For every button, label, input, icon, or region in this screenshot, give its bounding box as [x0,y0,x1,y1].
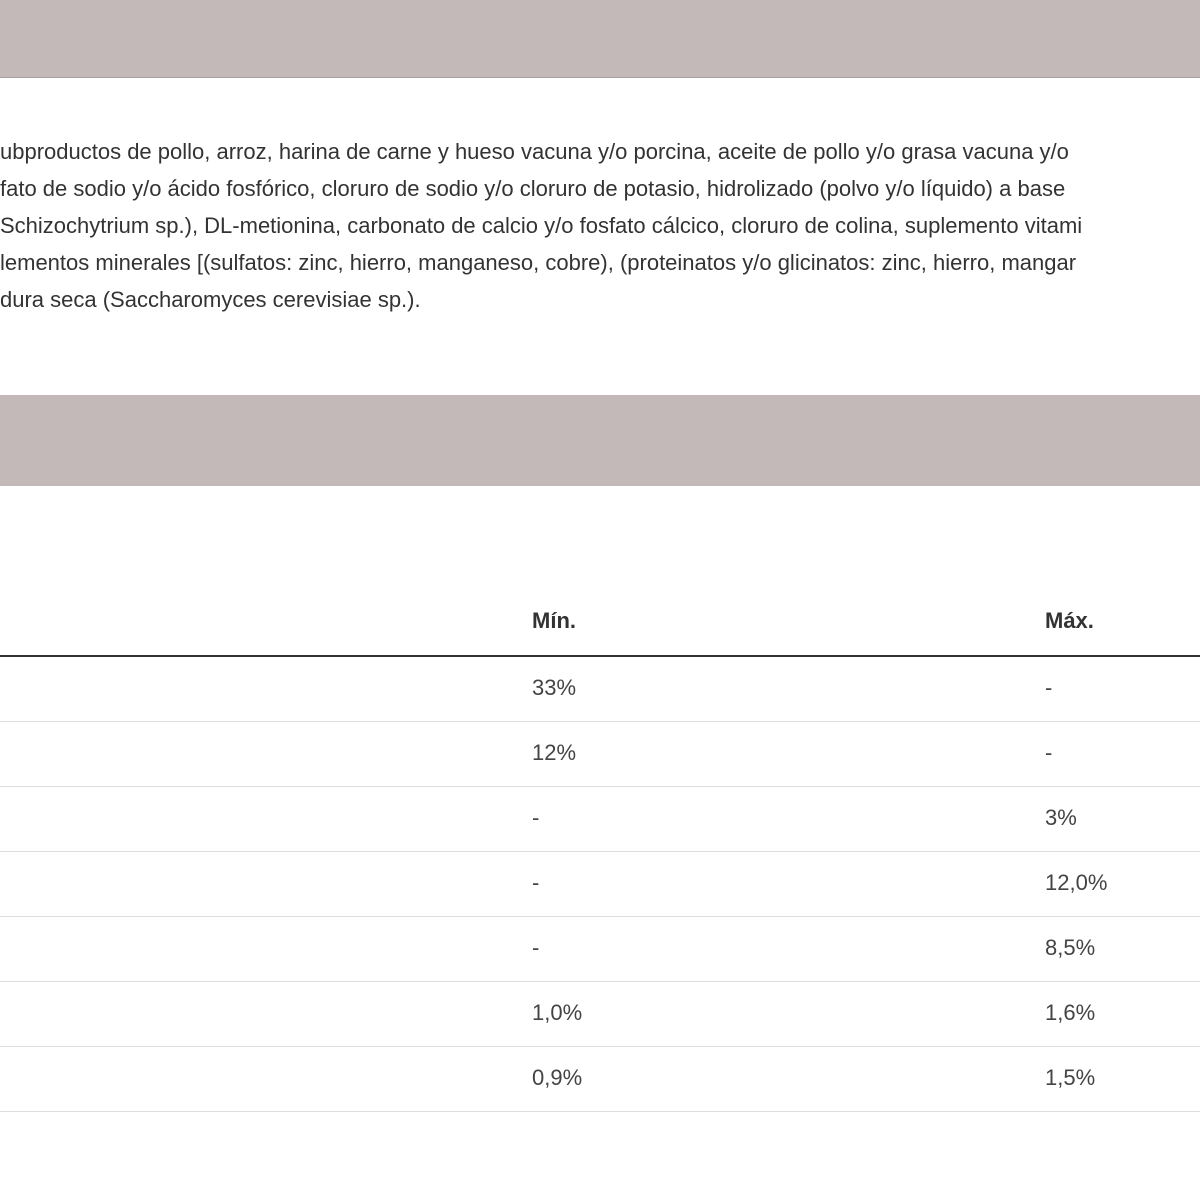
table-row [0,722,1200,787]
ingredients-text [0,133,1200,318]
table-row [0,657,1200,722]
cell-max: 3% [1045,805,1077,830]
cell-min: 33% [532,675,577,700]
cell-min: - [532,935,540,960]
cell-min: - [532,870,540,895]
cell-max: 1,6% [1045,1000,1096,1025]
section-header-band-analysis[interactable] [0,395,1200,486]
cell-max: 12,0% [1045,870,1108,895]
table-row [0,787,1200,852]
cell-min: 12% [532,740,577,765]
table-header-row [0,590,1200,657]
table-row [0,1047,1200,1112]
column-header-min: Mín. [532,608,576,633]
ingredients-line: dura seca (Saccharomyces cerevisiae sp.). [0,287,421,312]
cell-max: - [1045,740,1053,765]
cell-min: 1,0% [532,1000,583,1025]
cell-max: 1,5% [1045,1065,1096,1090]
cell-min: - [532,805,540,830]
guaranteed-analysis-table [0,590,1200,1112]
section-header-band-ingredients[interactable] [0,0,1200,78]
table-row [0,852,1200,917]
ingredients-line: lementos minerales [(sulfatos: zinc, hierro, manganeso, cobre), (proteinatos y/o glicinatos: zinc, hierro, mangar [0,250,1077,275]
table-row [0,982,1200,1047]
ingredients-line: Schizochytrium sp.), DL-metionina, carbonato de calcio y/o fosfato cálcico, cloruro de colina, suplemento vitami [0,213,1083,238]
table-row [0,917,1200,982]
cell-max: 8,5% [1045,935,1096,960]
ingredients-line: fato de sodio y/o ácido fosfórico, cloruro de sodio y/o cloruro de potasio, hidrolizado (polvo y/o líquido) a base [0,176,1066,201]
ingredients-line: ubproductos de pollo, arroz, harina de carne y hueso vacuna y/o porcina, aceite de pollo y/o grasa vacuna y/o [0,139,1069,164]
cell-max: - [1045,675,1053,700]
column-header-max: Máx. [1045,608,1094,633]
cell-min: 0,9% [532,1065,583,1090]
